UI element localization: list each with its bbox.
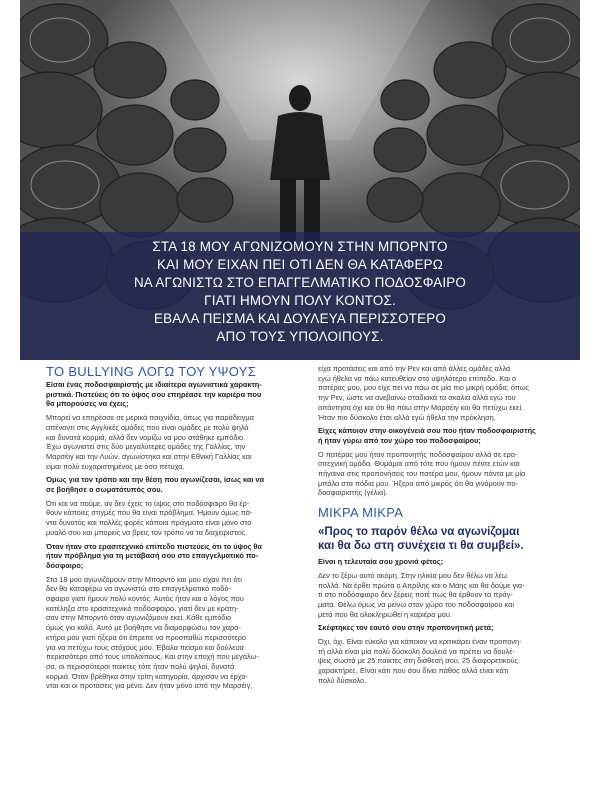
answer-line: τί στο ποδόσφαιρο δεν ξέρεις ποτέ πως θα έρθουν τα πράγ- (318, 590, 513, 600)
answer-line: ντα δυνατός και πολλές φορές κάποια πράγματα είναι μόνο στο (46, 518, 252, 528)
answer-line: Έχω αγωνιστεί στις δύο μεγαλύτερες ομάδες της Γαλλίας, την (46, 442, 246, 452)
answer-line: πολύ δύσκολο. (318, 675, 367, 685)
answer-line: απέναντι στις Αγγλικές ομάδες που είναι ομάδες με πολύ ψηλά (46, 422, 249, 432)
question-line: Είναι η τελευταία σου χρονιά φέτος; (318, 557, 444, 567)
pull-quote-line: και θα δω στη συνέχεια τι θα συμβεί». (318, 540, 524, 553)
pull-quote-line: «Προς το παρόν θέλω να αγωνίζομαι (318, 526, 520, 539)
answer-line: απάντησα όχι και ότι θα πάω στην Μαρσέιγ και θα πετύχω εκεί. (318, 402, 524, 412)
answer-line: ματα. Θέλω όμως να μείνω στον χώρο του ποδοσφαίρου και (318, 599, 515, 609)
answer-line: Δεν το ξέρω αυτό ακόμη. Στην ηλικία μου δεν θέλω να λέω (318, 570, 508, 580)
answer-line: Όχι, όχι. Είναι εύκολο για κάποιον να κριτικάρει έναν προπονη- (318, 637, 522, 647)
answer-line: κατέληξα στο ερασιτεχνικό ποδόσφαιρο, γιατί δεν με κράτη- (46, 603, 239, 613)
answer-line: είχα προτάσεις και από την Ρεν και από άλλες ομάδες αλλά (318, 364, 511, 373)
answer-line: κορμιά. Όταν βρέθηκα στην τρίτη κατηγορία, άρχισαν να έρχο- (46, 671, 248, 681)
answer-paragraph (318, 571, 580, 620)
answer-line: δοσφαιριστής (γέλια). (318, 488, 388, 498)
answer-line: Ότι και να πούμε, αν δεν έχεις το ύψος στο ποδόσφαιρο θα έρ- (46, 498, 250, 508)
answer-line: ψεις σωστά με 25 παίκτες στη διάθεσή σου, 25 διαφορετικούς (318, 656, 519, 666)
section-heading: ΜΙΚΡΑ ΜΙΚΡΑ (318, 505, 404, 521)
question-line: Είχες κάποιον στην οικογένειά σου που ήταν ποδοσφαιριστής (318, 426, 536, 436)
answer-line: πολλά. Να έρθει πρώτα ο Απρίλης και ο Μάης και θα δούμε για- (318, 580, 525, 590)
answer-line: την Ρεν, ώστε να ανεβαίνω σταδιακά τα σκαλιά αλλά εγώ του (318, 393, 516, 403)
question-line: ή ήταν γύρω από τον χώρο του ποδοσφαίρου; (318, 435, 481, 445)
answer-line: μπάλα στα πόδια μου. Ήξερα από μικρός ότι θα γινόμουν πο- (318, 478, 518, 488)
answer-line: νται και οι προτάσεις για μένα. Δεν ήταν μόνο από την Μαρσέιγ, (46, 681, 253, 691)
answer-line: σφαιρο γιατί ήμουν πολύ κοντός. Αυτός ήταν και ο λόγος που (46, 594, 244, 604)
answer-paragraph (46, 413, 308, 471)
quote-line: ΝΑ ΑΓΩΝΙΣΤΩ ΣΤΟ ΕΠΑΓΓΕΛΜΑΤΙΚΟ ΠΟΔΟΣΦΑΙΡΟ (133, 275, 467, 290)
answer-line: Στα 18 μου αγωνιζόμουν στην Μπορντό και μου είχαν πει ότι (46, 574, 242, 584)
answer-line: μετά που θα ολοκληρωθεί η καριέρα μου. (318, 609, 452, 619)
answer-line: πήγαινα στις προπονήσεις του πατέρα μου, ήμουν πάντα με μία (318, 469, 526, 479)
question-line: Σκέφτηκες τον εαυτό σου στην προπονητική μετά; (318, 623, 494, 633)
question-line: θα μπορούσες να έχεις; (46, 399, 129, 409)
answer-line: δεν θα καταφέρω να αγωνιστώ στο επαγγελματικό ποδό- (46, 584, 231, 594)
quote-line: ΣΤΑ 18 ΜΟΥ ΑΓΩΝΙΖΟΜΟΥΝ ΣΤΗΝ ΜΠΟΡΝΤΟ (152, 239, 448, 254)
answer-line: και δυνατά κορμιά, αλλά δεν νομίζω να μου στάθηκε εμπόδιο. (46, 432, 246, 442)
section-heading: ΤΟ BULLYING ΛΟΓΩ ΤΟΥ ΥΨΟΥΣ (46, 364, 257, 379)
question-line: Όταν ήταν στο ερασιτεχνικό επίπεδο πιστεύεις ότι το ύψος θα (46, 541, 262, 551)
question-line: δόσφαιρο; (46, 560, 84, 570)
question-line: Είσαι ένας ποδοσφαιριστής με ιδιαίτερα αγωνιστικά χαρακτη- (46, 380, 262, 389)
answer-line: θουν κάποιες στιγμές που θα είναι πρόβλημα. Ήμουν όμως πά- (46, 508, 253, 518)
answer-line: εγώ ήθελα να πάω κατευθείαν στο υψηλότερο επίπεδο. Και ο (318, 373, 517, 383)
question-line: σε βοήθησε ο σωματότυπός σου. (46, 485, 163, 495)
answer-paragraph (46, 575, 308, 691)
question-paragraph (318, 426, 580, 445)
question-line: Όμως για τον τρόπο και την θέση που αγωνίζεσαι, ίσως και να (46, 475, 265, 485)
hero-photo (20, 0, 580, 360)
answer-line: πατέρας μου, μου είχε πει να πάω σε μία πιο μικρή ομάδα, όπως (318, 383, 530, 393)
quote-line: ΕΒΑΛΑ ΠΕΙΣΜΑ ΚΑΙ ΔΟΥΛΕΥΑ ΠΕΡΙΣΣΟΤΕΡΟ (153, 311, 447, 326)
question-paragraph (318, 623, 580, 633)
answer-paragraph (318, 637, 580, 686)
question-paragraph (318, 557, 580, 567)
answer-line: χαρακτήρες. Είναι κάτι που σου δίνει πάθος αλλά είναι κάτι (318, 666, 509, 676)
answer-line: σαν στην Μπορντό όταν αγωνιζόμουν εκεί. Κάθε εμπόδιο (46, 613, 232, 623)
question-line: ήταν πρόβλημα για τη μετάβασή σου στο επαγγελματικό πο- (46, 551, 259, 561)
answer-line: μυαλό σου και μπορείς να βρεις τον τρόπο να τα διαχειριστείς. (46, 527, 248, 537)
article-column-right (318, 364, 580, 686)
answer-paragraph (318, 364, 580, 422)
answer-line: Μαρσέιγ και την Λυών, αγωνίστηκα και στην Εθνική Γαλλίας και (46, 451, 252, 461)
answer-line: Ήταν πιο δύσκολο έτσι αλλά εγώ ήθελα την πρόκληση. (318, 412, 496, 422)
answer-line: σιτεχνική ομάδα. Θυμάμαι από τότε που ήμουν πέντε ετών και (318, 459, 520, 469)
question-line: ριστικά. Πιστεύεις ότι το ύψος σου επηρέασε την καριέρα που (46, 389, 262, 399)
answer-line: κτήρα μου γιατί ήξερα ότι έπρεπε να προσπαθώ περισσότερο (46, 632, 246, 642)
answer-line: τή αλλά είναι μία πολύ δύσκολη δουλειά να πρέπει να δουλέ- (318, 646, 515, 656)
quote-line: ΑΠΟ ΤΟΥΣ ΥΠΟΛΟΙΠΟΥΣ. (216, 329, 384, 344)
answer-paragraph (318, 450, 580, 499)
answer-line: για να πετύχω τους στόχους μου. Έβαλα πείσμα και δούλευα (46, 642, 244, 652)
answer-line: όμως για καλό. Αυτό με βοήθησε να διαμορφώσω τον χαρα- (46, 623, 241, 633)
question-paragraph (46, 380, 308, 409)
quote-line: ΚΑΙ ΜΟΥ ΕΙΧΑΝ ΠΕΙ ΟΤΙ ΔΕΝ ΘΑ ΚΑΤΑΦΕΡΩ (156, 257, 443, 272)
answer-line: περισσότερο από τους υπολοίπους. Και στην εποχή που μεγάλω- (46, 652, 259, 662)
answer-line: είμαι πολύ ευχαριστημένος με όσα πέτυχα. (46, 461, 185, 471)
quote-line: ΓΙΑΤΙ ΗΜΟΥΝ ΠΟΛΥ ΚΟΝΤΟΣ. (204, 293, 396, 308)
question-paragraph (46, 475, 308, 494)
answer-paragraph (46, 499, 308, 538)
article-column-left (46, 364, 308, 691)
answer-line: Ο πατέρας μου ήταν προπονητής ποδοσφαίρου αλλά σε ερα- (318, 449, 518, 459)
answer-line: σα, οι περισσότεροι παίκτες τότε ήταν πολύ ψηλοί, δυνατά (46, 661, 235, 671)
question-paragraph (46, 542, 308, 571)
answer-line: Μπορεί να επηρέασε σε μερικά παιχνίδια, όπως για παράδειγμα (46, 413, 254, 423)
